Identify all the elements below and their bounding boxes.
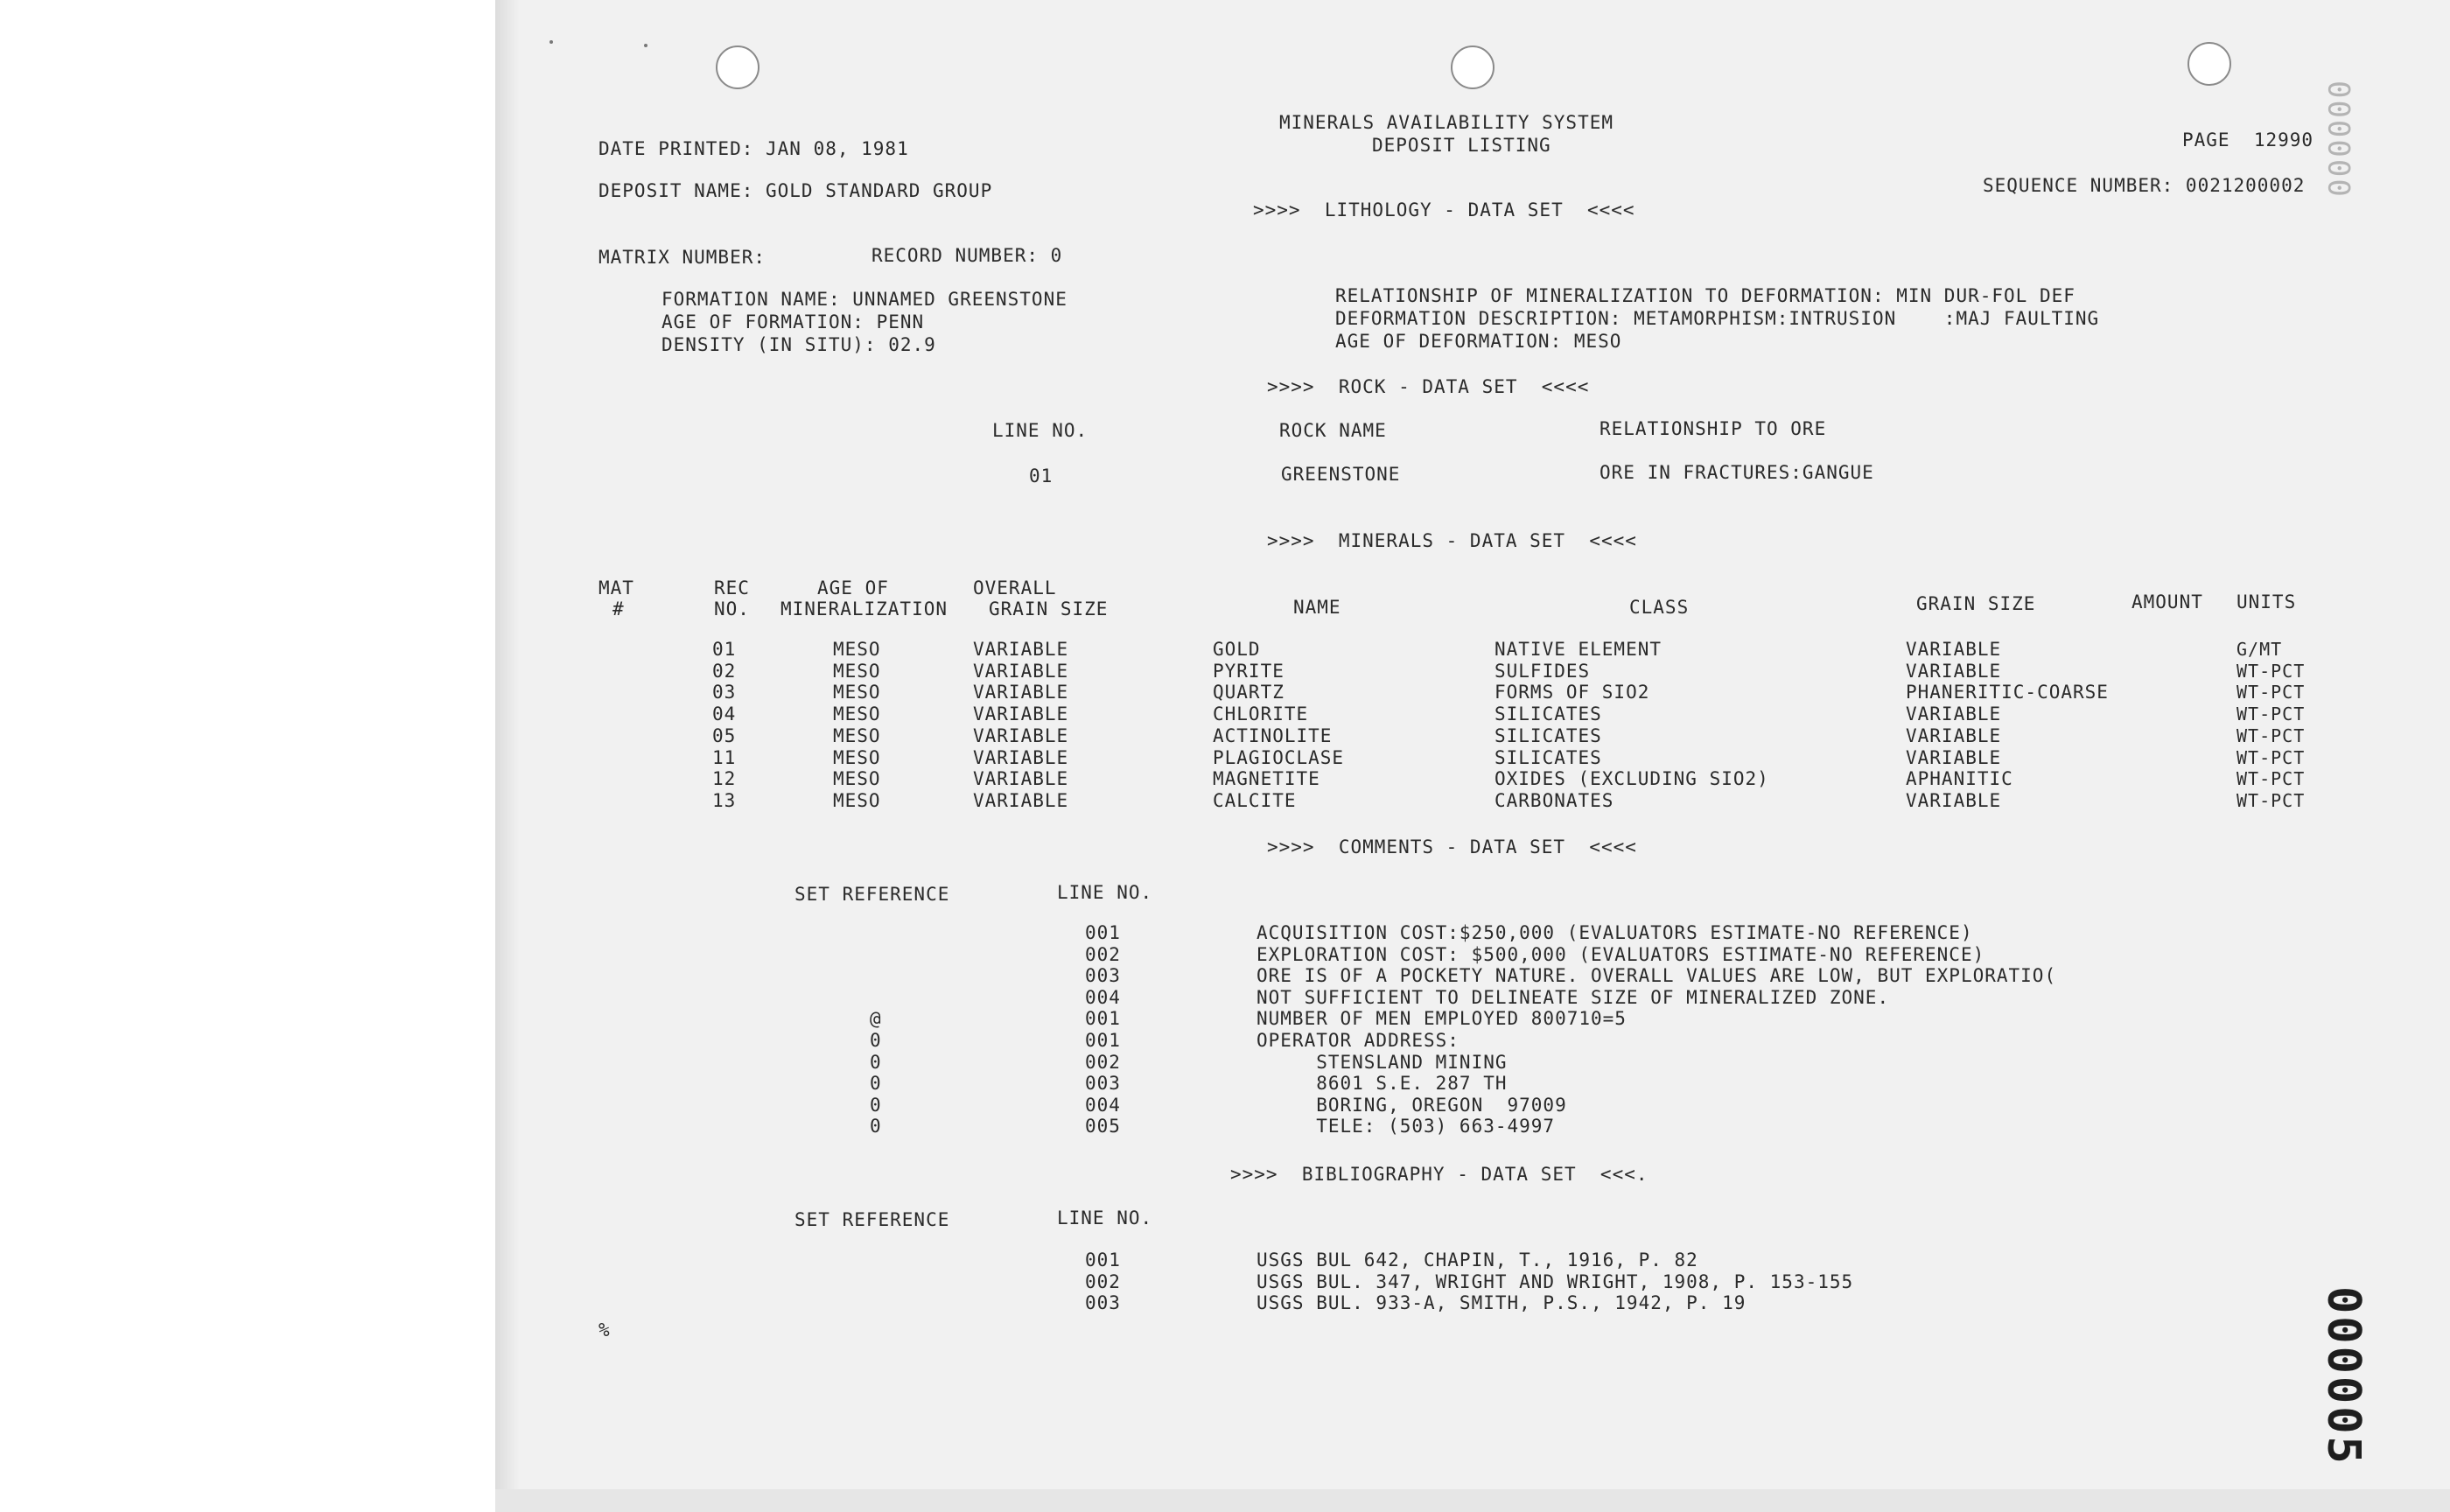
- rock-row-line-no: 01: [1029, 466, 1054, 486]
- minerals-header-no: NO.: [714, 598, 750, 620]
- mineral-class: SULFIDES: [1494, 660, 1591, 682]
- mineral-age: MESO: [833, 704, 881, 725]
- rock-header-name: ROCK NAME: [1279, 420, 1387, 441]
- mineral-rec-no: 13: [712, 789, 737, 811]
- mineral-units: G/MT: [2236, 639, 2283, 660]
- mineral-class: CARBONATES: [1494, 789, 1614, 811]
- bibliography-section-title: >>>> BIBLIOGRAPHY - DATA SET <<<.: [1230, 1164, 1648, 1185]
- mineral-grain-size: VARIABLE: [1906, 724, 2002, 746]
- mineralization-relationship: RELATIONSHIP OF MINERALIZATION TO DEFORMATION: MIN DUR-FOL DEF: [1335, 285, 2076, 306]
- comment-text: NOT SUFFICIENT TO DELINEATE SIZE OF MINERALIZED ZONE.: [1256, 986, 1890, 1008]
- mineral-grain-size: APHANITIC: [1906, 768, 2013, 790]
- mineral-name: QUARTZ: [1213, 682, 1284, 704]
- minerals-header-mat: MAT: [598, 578, 634, 598]
- mineral-grain-size: VARIABLE: [1906, 704, 2002, 725]
- mineral-age: MESO: [833, 724, 881, 746]
- mineral-rec-no: 04: [712, 704, 737, 725]
- bibliography-line-no: 002: [1085, 1270, 1121, 1292]
- comment-line-no: 002: [1085, 943, 1121, 965]
- bibliography-header-line-no: LINE NO.: [1057, 1208, 1153, 1228]
- punch-hole-right: [2188, 42, 2231, 86]
- comments-header-line-no: LINE NO.: [1057, 882, 1153, 903]
- mineral-name: PYRITE: [1213, 660, 1284, 682]
- deformation-description: DEFORMATION DESCRIPTION: METAMORPHISM:INTRUSION :MAJ FAULTING: [1335, 308, 2100, 329]
- mineral-grain-size: PHANERITIC-COARSE: [1906, 682, 2109, 704]
- minerals-header-units: UNITS: [2236, 592, 2297, 612]
- mineral-overall-grain-size: VARIABLE: [973, 639, 1069, 660]
- mineral-name: ACTINOLITE: [1213, 724, 1333, 746]
- mineral-age: MESO: [833, 789, 881, 811]
- age-of-formation: AGE OF FORMATION: PENN: [662, 312, 925, 332]
- comment-text: OPERATOR ADDRESS:: [1256, 1030, 1460, 1051]
- comment-line-no: 002: [1085, 1051, 1121, 1073]
- mineral-class: SILICATES: [1494, 724, 1602, 746]
- mineral-grain-size: VARIABLE: [1906, 639, 2002, 660]
- scan-speck: [644, 44, 648, 47]
- comment-set-reference: 0: [870, 1116, 882, 1138]
- mineral-class: NATIVE ELEMENT: [1494, 639, 1662, 660]
- record-number: RECORD NUMBER: 0: [872, 245, 1063, 266]
- mineral-overall-grain-size: VARIABLE: [973, 704, 1069, 725]
- mineral-rec-no: 02: [712, 660, 737, 682]
- bibliography-text: USGS BUL. 933-A, SMITH, P.S., 1942, P. 19: [1256, 1292, 1746, 1314]
- mineral-age: MESO: [833, 660, 881, 682]
- minerals-header-grain-size: GRAIN SIZE: [989, 598, 1109, 620]
- comment-line-no: 001: [1085, 922, 1121, 943]
- mineral-rec-no: 03: [712, 682, 737, 704]
- rock-section-title: >>>> ROCK - DATA SET <<<<: [1267, 376, 1590, 397]
- punch-hole-center: [1451, 46, 1494, 89]
- date-printed: DATE PRINTED: JAN 08, 1981: [598, 138, 909, 159]
- comment-text: 8601 S.E. 287 TH: [1256, 1073, 1508, 1095]
- mineral-units: WT-PCT: [2236, 660, 2306, 682]
- bibliography-line-no: 003: [1085, 1292, 1121, 1314]
- minerals-header-grain: GRAIN SIZE: [1916, 593, 2036, 614]
- bibliography-header-set-reference: SET REFERENCE: [794, 1209, 950, 1230]
- mineral-age: MESO: [833, 768, 881, 790]
- rock-row-relationship: ORE IN FRACTURES:GANGUE: [1600, 462, 1874, 483]
- mineral-rec-no: 01: [712, 639, 737, 660]
- mineral-age: MESO: [833, 682, 881, 704]
- mineral-overall-grain-size: VARIABLE: [973, 724, 1069, 746]
- mineral-overall-grain-size: VARIABLE: [973, 768, 1069, 790]
- minerals-header-age-of: AGE OF: [817, 578, 889, 598]
- mineral-class: SILICATES: [1494, 746, 1602, 768]
- comment-text: STENSLAND MINING: [1256, 1051, 1508, 1073]
- mineral-name: PLAGIOCLASE: [1213, 746, 1345, 768]
- mineral-grain-size: VARIABLE: [1906, 746, 2002, 768]
- comment-text: EXPLORATION COST: $500,000 (EVALUATORS ESTIMATE-NO REFERENCE): [1256, 943, 1985, 965]
- matrix-number: MATRIX NUMBER:: [598, 247, 766, 268]
- mineral-name: MAGNETITE: [1213, 768, 1320, 790]
- mineral-class: FORMS OF SIO2: [1494, 682, 1650, 704]
- mineral-rec-no: 11: [712, 746, 737, 768]
- system-title: MINERALS AVAILABILITY SYSTEM: [1279, 112, 1614, 133]
- listing-title: DEPOSIT LISTING: [1372, 135, 1551, 156]
- minerals-section-title: >>>> MINERALS - DATA SET <<<<: [1267, 530, 1637, 551]
- minerals-header-amount: AMOUNT: [2132, 592, 2203, 612]
- mineral-rec-no: 05: [712, 724, 737, 746]
- comment-line-no: 003: [1085, 1073, 1121, 1095]
- comment-text: NUMBER OF MEN EMPLOYED 800710=5: [1256, 1008, 1627, 1030]
- mineral-name: CHLORITE: [1213, 704, 1309, 725]
- paper-bottom-edge: [495, 1489, 2450, 1512]
- mineral-name: GOLD: [1213, 639, 1261, 660]
- comment-line-no: 001: [1085, 1030, 1121, 1051]
- comment-set-reference: 0: [870, 1073, 882, 1095]
- minerals-header-mineralization: MINERALIZATION: [780, 598, 948, 620]
- mineral-units: WT-PCT: [2236, 724, 2306, 746]
- bibliography-line-no: 001: [1085, 1250, 1121, 1270]
- comment-set-reference: @: [870, 1008, 882, 1030]
- density: DENSITY (IN SITU): 02.9: [662, 334, 936, 355]
- deposit-name: DEPOSIT NAME: GOLD STANDARD GROUP: [598, 180, 993, 201]
- punch-hole-left: [716, 46, 760, 89]
- mineral-age: MESO: [833, 746, 881, 768]
- mineral-units: WT-PCT: [2236, 746, 2306, 768]
- mineral-grain-size: VARIABLE: [1906, 660, 2002, 682]
- comments-header-set-reference: SET REFERENCE: [794, 884, 950, 905]
- mineral-age: MESO: [833, 639, 881, 660]
- rock-row-name: GREENSTONE: [1281, 464, 1401, 485]
- comment-line-no: 001: [1085, 1008, 1121, 1030]
- mineral-units: WT-PCT: [2236, 682, 2306, 704]
- lithology-section-title: >>>> LITHOLOGY - DATA SET <<<<: [1253, 200, 1635, 220]
- mineral-overall-grain-size: VARIABLE: [973, 746, 1069, 768]
- minerals-header-class: CLASS: [1629, 597, 1690, 618]
- comment-line-no: 005: [1085, 1116, 1121, 1138]
- minerals-header-rec: REC: [714, 578, 750, 598]
- mineral-units: WT-PCT: [2236, 789, 2306, 811]
- scan-speck: [550, 40, 553, 44]
- comment-text: ORE IS OF A POCKETY NATURE. OVERALL VALUES ARE LOW, BUT EXPLORATIO(: [1256, 965, 2057, 987]
- end-of-record-mark: %: [598, 1320, 611, 1340]
- mineral-class: SILICATES: [1494, 704, 1602, 725]
- sequence-number: SEQUENCE NUMBER: 0021200002: [1983, 175, 2306, 196]
- age-of-deformation: AGE OF DEFORMATION: MESO: [1335, 331, 1622, 352]
- bibliography-text: USGS BUL. 347, WRIGHT AND WRIGHT, 1908, P. 153-155: [1256, 1270, 1854, 1292]
- bibliography-text: USGS BUL 642, CHAPIN, T., 1916, P. 82: [1256, 1250, 1698, 1270]
- frame-number-stamp-bottom: 000005: [2317, 1286, 2370, 1466]
- minerals-header-mat-hash: #: [612, 598, 625, 620]
- comment-set-reference: 0: [870, 1030, 882, 1051]
- mineral-overall-grain-size: VARIABLE: [973, 660, 1069, 682]
- minerals-header-overall: OVERALL: [973, 578, 1057, 598]
- comment-set-reference: 0: [870, 1094, 882, 1116]
- comment-set-reference: 0: [870, 1051, 882, 1073]
- mineral-overall-grain-size: VARIABLE: [973, 789, 1069, 811]
- mineral-overall-grain-size: VARIABLE: [973, 682, 1069, 704]
- comment-line-no: 003: [1085, 965, 1121, 987]
- comment-text: TELE: (503) 663-4997: [1256, 1116, 1556, 1138]
- frame-number-stamp-top: 000000: [2323, 79, 2358, 197]
- rock-header-relationship: RELATIONSHIP TO ORE: [1600, 418, 1827, 439]
- comment-text: BORING, OREGON 97009: [1256, 1094, 1567, 1116]
- mineral-units: WT-PCT: [2236, 768, 2306, 790]
- comment-line-no: 004: [1085, 1094, 1121, 1116]
- comment-line-no: 004: [1085, 986, 1121, 1008]
- mineral-units: WT-PCT: [2236, 704, 2306, 725]
- comment-text: ACQUISITION COST:$250,000 (EVALUATORS ESTIMATE-NO REFERENCE): [1256, 922, 1973, 943]
- formation-name: FORMATION NAME: UNNAMED GREENSTONE: [662, 289, 1068, 310]
- page-number: PAGE 12990: [2182, 130, 2314, 150]
- rock-header-line-no: LINE NO.: [992, 420, 1088, 441]
- minerals-header-name: NAME: [1293, 597, 1341, 618]
- mineral-rec-no: 12: [712, 768, 737, 790]
- paper-edge-shadow: [495, 0, 520, 1512]
- mineral-name: CALCITE: [1213, 789, 1297, 811]
- mineral-class: OXIDES (EXCLUDING SIO2): [1494, 768, 1769, 790]
- mineral-grain-size: VARIABLE: [1906, 789, 2002, 811]
- comments-section-title: >>>> COMMENTS - DATA SET <<<<: [1267, 836, 1637, 858]
